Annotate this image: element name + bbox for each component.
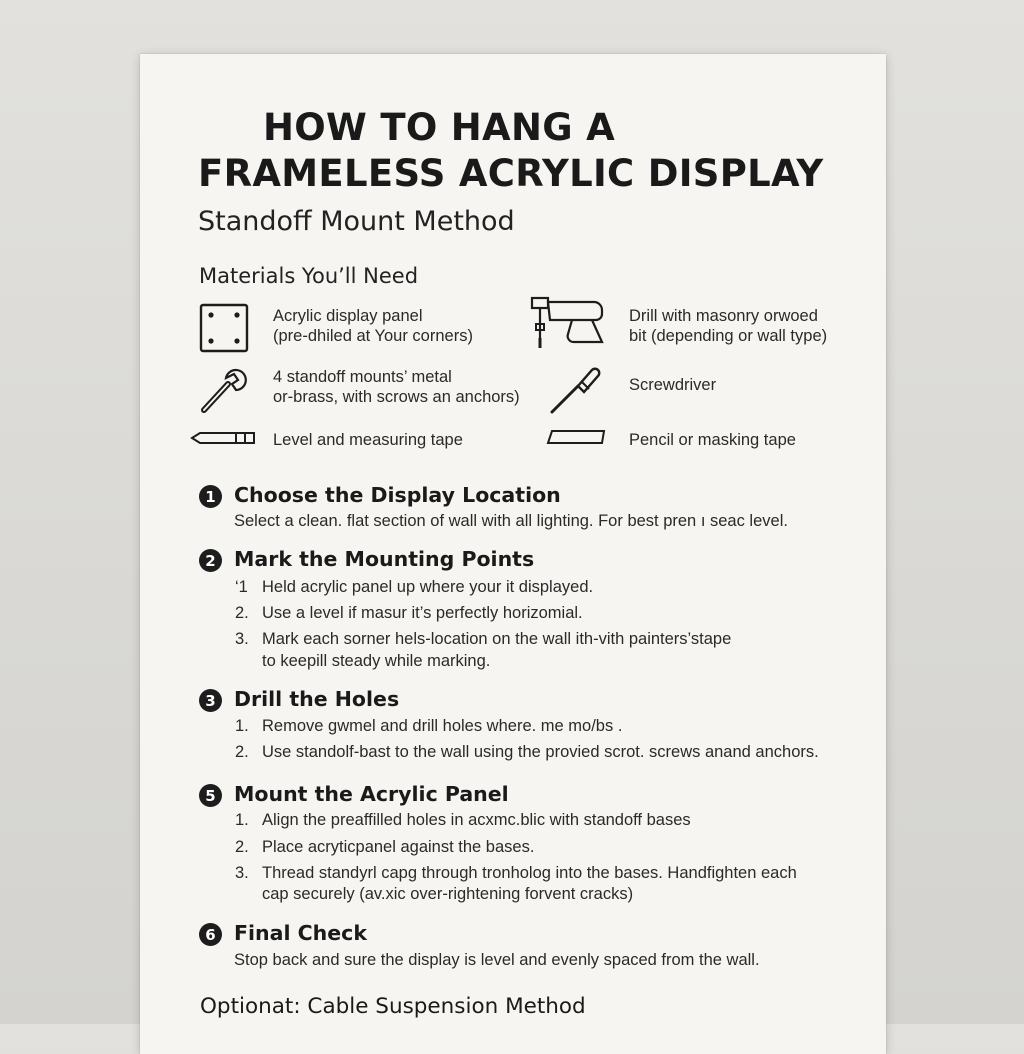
subtitle: Standoff Mount Method — [198, 206, 515, 237]
standoff-wrench-icon — [198, 364, 252, 416]
material-text-acrylic-panel: Acrylic display panel (pre-dhiled at Your corners) — [273, 307, 473, 345]
list-item-number: 1. — [235, 717, 249, 735]
step-heading: Final Check — [234, 921, 367, 945]
material-text-level: Level and measuring tape — [273, 431, 463, 449]
list-item-text: Use a level if masur it’s perfectly horizomial. — [262, 604, 583, 622]
list-item-number: 1. — [235, 811, 249, 829]
title-line-2: FRAMELESS ACRYLIC DISPLAY — [198, 152, 824, 195]
material-text-standoff-mounts: 4 standoff mounts’ metal or-brass, with scrows an anchors) — [273, 368, 520, 406]
list-item-number: 3. — [235, 864, 249, 882]
material-text-screwdriver: Screwdriver — [629, 376, 717, 394]
material-text-drill: Drill with masonry orwoed bit (depending or wall type) — [629, 307, 828, 345]
instruction-sheet — [140, 54, 886, 1054]
step-text: Stop back and sure the display is level and evenly spaced from the wall. — [234, 951, 760, 969]
step-heading: Drill the Holes — [234, 687, 400, 711]
materials-heading: Materials You’ll Need — [199, 264, 419, 288]
list-item-number: 3. — [235, 630, 249, 648]
step-badge: 6 — [199, 923, 222, 946]
title-line-1: HOW TO HANG A — [263, 106, 616, 149]
list-item-text: to keepill steady while marking. — [262, 652, 491, 670]
step-badge: 1 — [199, 485, 222, 508]
list-item-text: Place acryticpanel against the bases. — [262, 838, 535, 856]
step-badge: 5 — [199, 784, 222, 807]
list-item-number: 2. — [235, 604, 249, 622]
list-item-text: Mark each sorner hels-location on the wall ith-vith painters’stape — [262, 630, 732, 648]
list-item-number: 2. — [235, 743, 249, 761]
list-item-number: ‘1 — [235, 578, 248, 596]
step-heading: Choose the Display Location — [234, 483, 561, 507]
drill-icon — [528, 294, 608, 356]
step-badge: 2 — [199, 549, 222, 572]
level-icon — [190, 430, 258, 446]
list-item-text: Held acrylic panel up where your it displayed. — [262, 578, 594, 596]
material-text-pencil: Pencil or masking tape — [629, 431, 796, 449]
step-heading: Mark the Mounting Points — [234, 547, 535, 571]
list-item-text: Thread standyrl capg through tronholog into the bases. Handfighten each — [262, 864, 797, 882]
list-item-text: Align the preaffilled holes in acxmc.blic with standoff bases — [262, 811, 691, 829]
list-item-text: Remove gwmel and drill holes where. me mo/bs . — [262, 717, 623, 735]
screwdriver-icon — [548, 364, 604, 416]
list-item-text: cap securely (av.xic over-rightening forvent cracks) — [262, 885, 634, 903]
acrylic-panel-icon — [198, 302, 250, 354]
pencil-tape-icon — [546, 428, 608, 446]
list-item-text: Use standolf-bast to the wall using the provied scrot. screws anand anchors. — [262, 743, 819, 761]
list-item-number: 2. — [235, 838, 249, 856]
step-badge: 3 — [199, 689, 222, 712]
step-heading: Mount the Acrylic Panel — [234, 782, 509, 806]
optional-heading: Optionat: Cable Suspension Method — [200, 994, 586, 1019]
step-text: Select a clean. flat section of wall with all lighting. For best pren ı seac level. — [234, 512, 788, 530]
